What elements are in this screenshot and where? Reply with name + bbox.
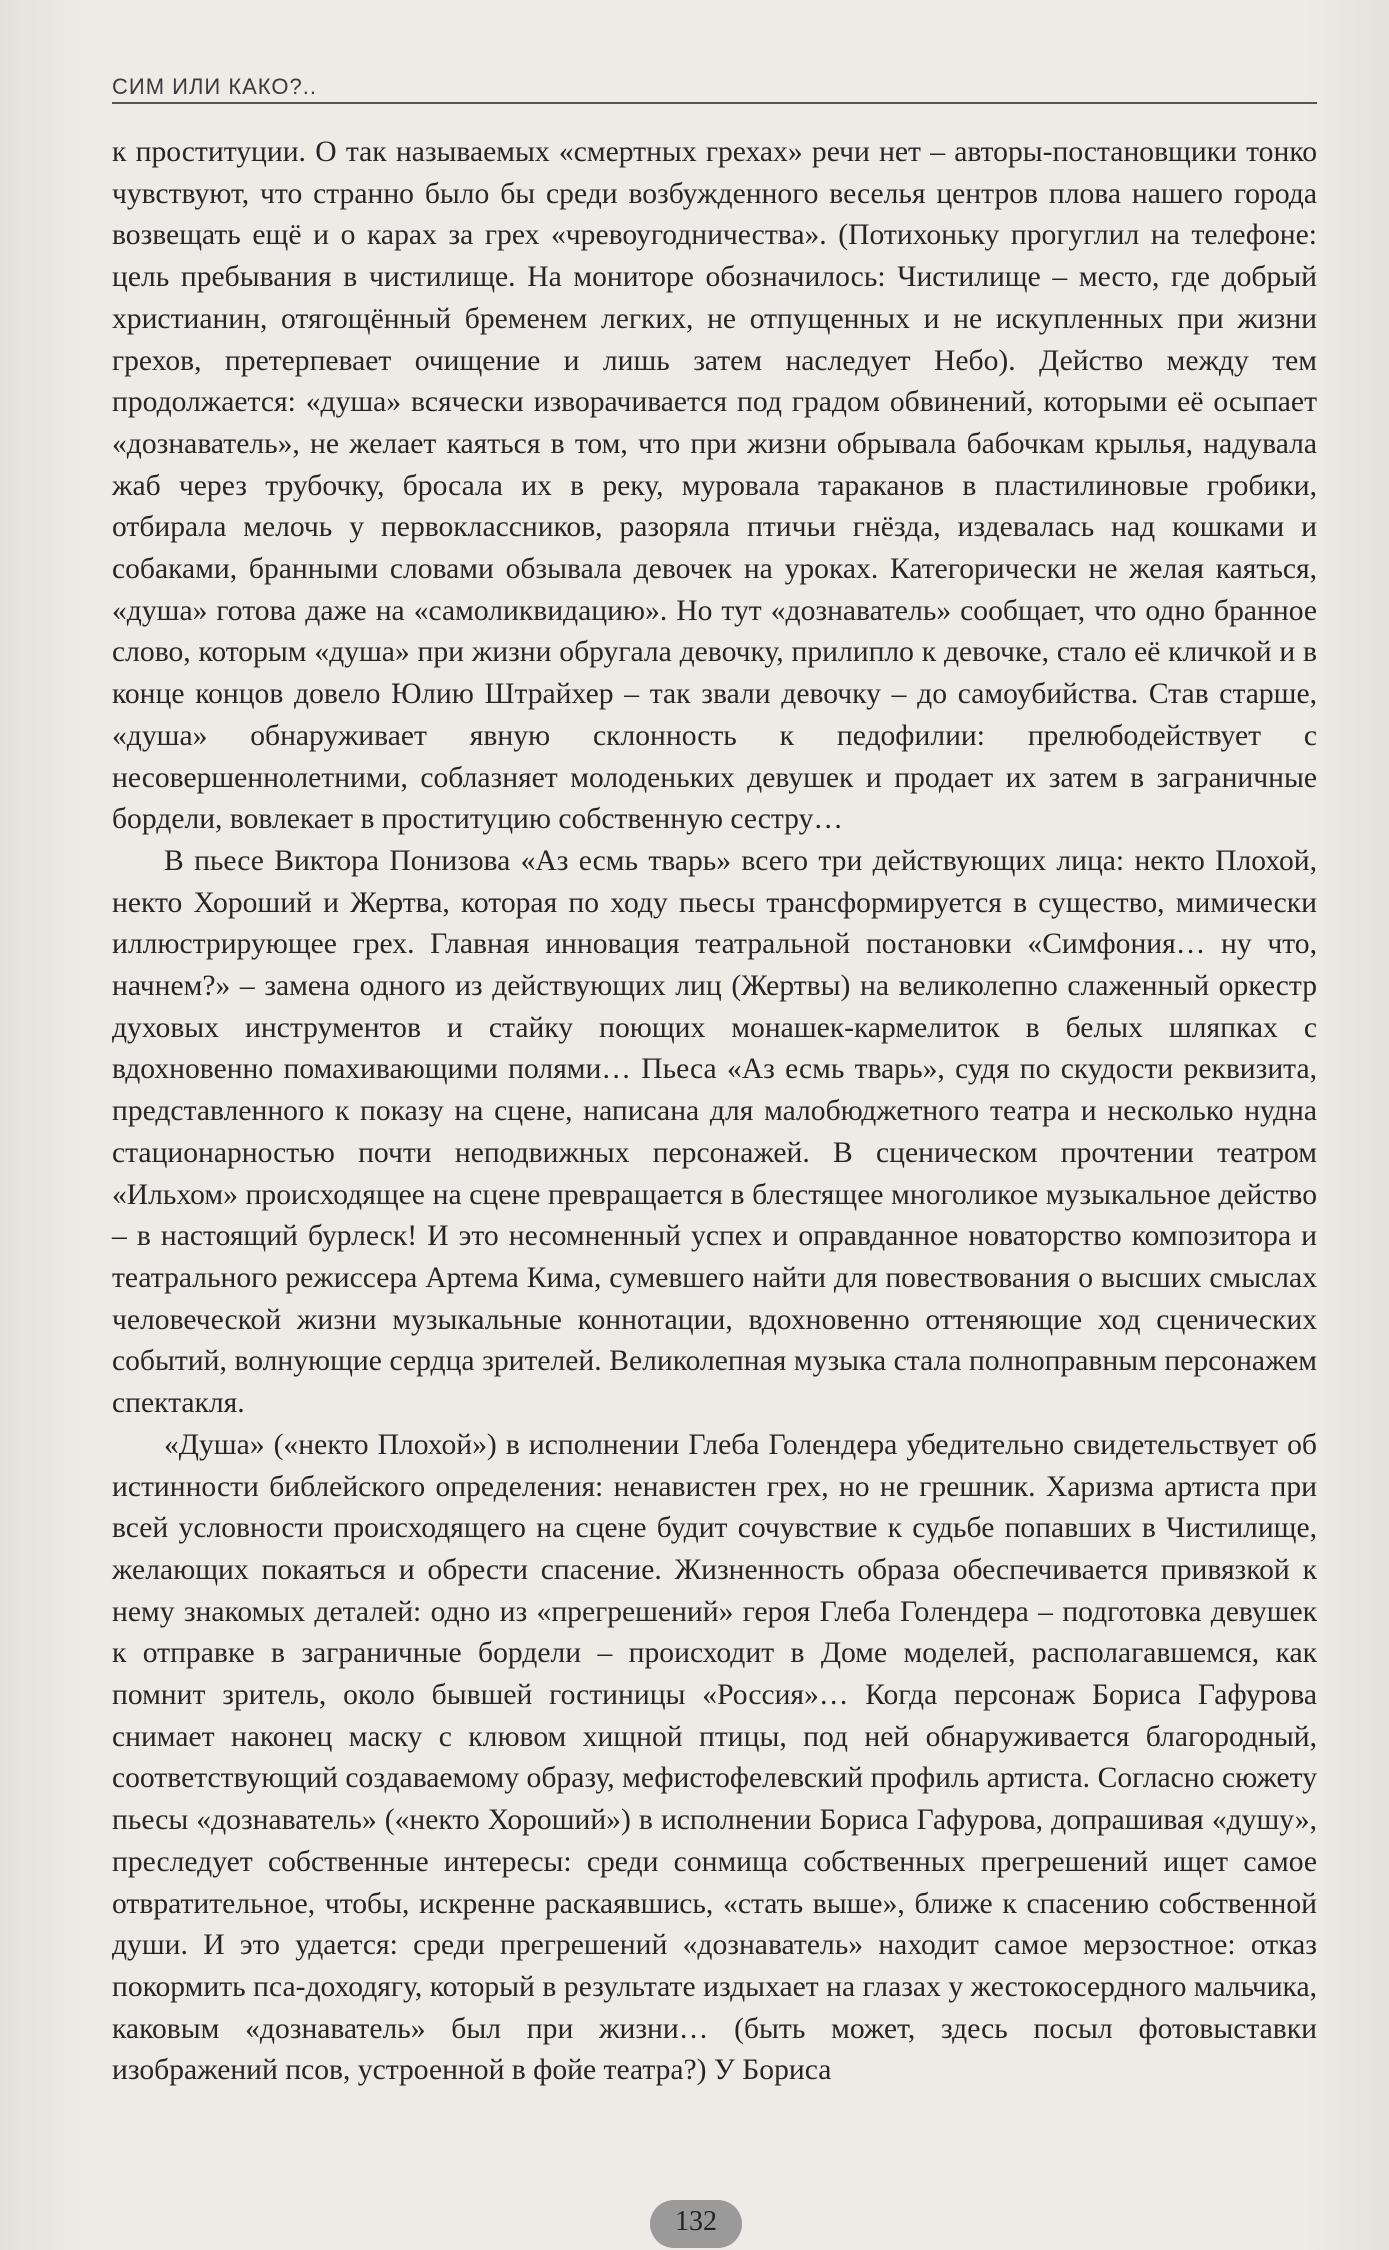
- page-number: 132: [675, 2206, 717, 2237]
- header-rule: [112, 102, 1317, 104]
- paragraph: В пьесе Виктора Понизова «Аз есмь тварь» всего три действующих лица: некто Плохой, некто Хороший и Жертва, которая по ходу пьесы трансформируется в существо, мимически иллюстрирующее грех. Главная инновация театральной постановки «Симфония… ну что, начнем?» – замена одного из действующих лиц (Жертвы) на великолепно слаженный оркестр духовых инструментов и стайку поющих монашек-кармелиток в белых шляпках с вдохновенно помахивающими полями… Пьеса «Аз есмь тварь», судя по скудости реквизита, представленного к показу на сцене, написана для малобюджетного театра и несколько нудна стационарностью почти неподвижных персонажей. В сценическом прочтении театром «Ильхом» происходящее на сцене превращается в блестящее многоликое музыкальное действо – в настоящий бурлеск! И это несомненный успех и оправданное новаторство композитора и театрального режиссера Артема Кима, сумевшего найти для повествования о высших смыслах человеческой жизни музыкальные коннотации, вдохновенно оттеняющие ход сценических событий, волнующие сердца зрителей. Великолепная музыка стала полноправным персонажем спектакля.: [112, 844, 1317, 1420]
- page-number-badge: [650, 2200, 742, 2248]
- paragraph: «Душа» («некто Плохой») в исполнении Глеба Голендера убедительно свидетельствует об истинности библейского определения: ненавистен грех, но не грешник. Харизма артиста при всей условности происходящего на сцене будит сочувствие к судьбе попавших в Чистилище, желающих покаяться и обрести спасение. Жизненность образа обеспечивается привязкой к нему знакомых деталей: одно из «прегрешений» героя Глеба Голендера – подготовка девушек к отправке в заграничные бордели – происходит в Доме моделей, располагавшемся, как помнит зритель, около бывшей гостиницы «Россия»… Когда персонаж Бориса Гафурова снимает наконец маску с клювом хищной птицы, под ней обнаруживается благородный, соответствующий создаваемому образу, мефистофелевский профиль артиста. Согласно сюжету пьесы «дознаватель» («некто Хороший») в исполнении Бориса Гафурова, допрашивая «душу», преследует собственные интересы: среди сонмища собственных прегрешений ищет самое отвратительное, чтобы, искренне раскаявшись, «стать выше», ближе к спасению собственной души. И это удается: среди прегрешений «дознаватель» находит самое мерзостное: отказ покормить пса-доходягу, который в результате издыхает на глазах у жестокосердного мальчика, каковым «дознаватель» был при жизни… (быть может, здесь посыл фотовыставки изображений псов, устроенной в фойе театра?) У Бориса: [112, 1428, 1317, 2087]
- paragraph: к проституции. О так называемых «смертных грехах» речи нет – авторы-постановщики тонко чувствуют, что странно было бы среди возбужденного веселья центров плова нашего города возвещать ещё и о карах за грех «чревоугодничества». (Потихоньку прогуглил на телефоне: цель пребывания в чистилище. На мониторе обозначилось: Чистилище – место, где добрый христианин, отягощённый бременем легких, не отпущенных и не искупленных при жизни грехов, претерпевает очищение и лишь затем наследует Небо). Действо между тем продолжается: «душа» всячески изворачивается под градом обвинений, которыми её осыпает «дознаватель», не желает каяться в том, что при жизни обрывала бабочкам крылья, надувала жаб через трубочку, бросала их в реку, муровала тараканов в пластилиновые гробики, отбирала мелочь у первоклассников, разоряла птичьи гнёзда, издевалась над кошками и собаками, бранными словами обзывала девочек на уроках. Категорически не желая каяться, «душа» готова даже на «самоликвидацию». Но тут «дознаватель» сообщает, что одно бранное слово, которым «душа» при жизни обругала девочку, прилипло к девочке, стало её кличкой и в конце концов довело Юлию Штрайхер – так звали девочку – до самоубийства. Став старше, «душа» обнаруживает явную склонность к педофилии: прелюбодействует с несовершеннолетними, соблазняет молоденьких девушек и продает их затем в заграничные бордели, вовлекает в проституцию собственную сестру…: [112, 136, 1317, 836]
- running-title: СИМ ИЛИ КАКО?..: [112, 74, 317, 99]
- body-text: [112, 132, 1317, 2092]
- running-head: [112, 66, 1317, 104]
